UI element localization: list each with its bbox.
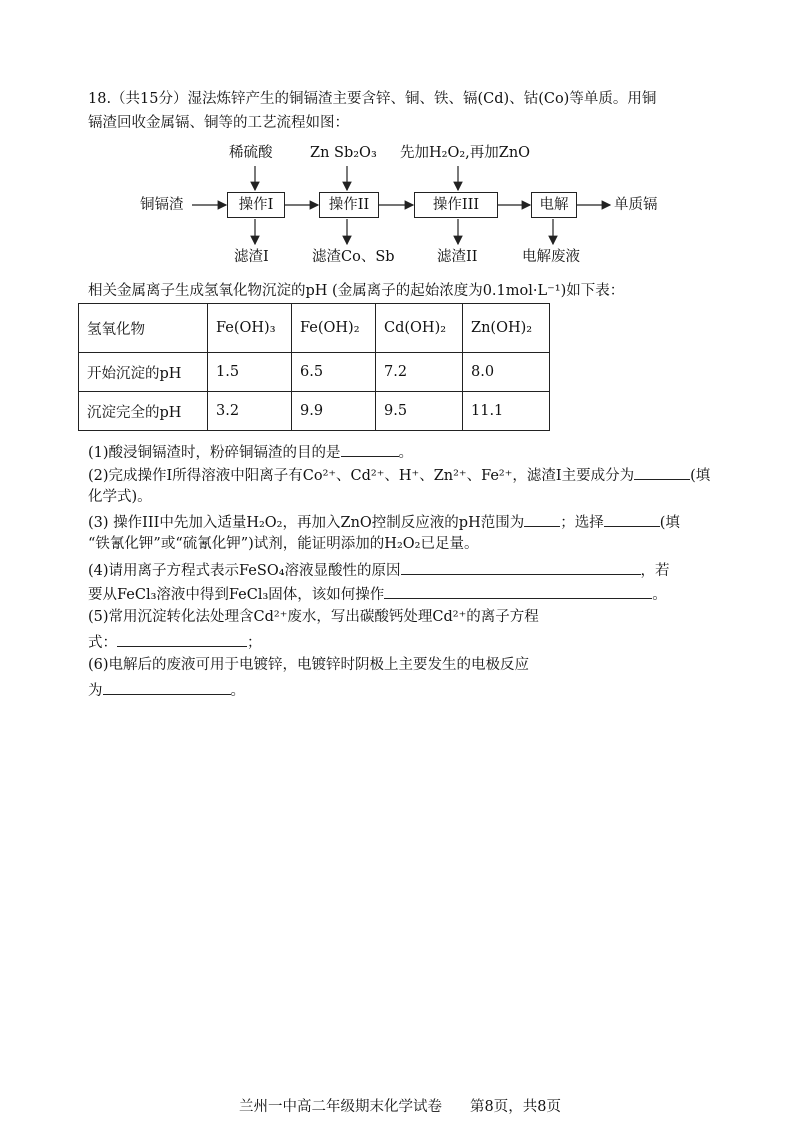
answer-blank[interactable] bbox=[384, 582, 652, 599]
subquestion-5: (5)常用沉淀转化法处理含Cd²⁺废水，写出碳酸钙处理Cd²⁺的离子方程 bbox=[88, 609, 539, 625]
question-intro-line-1: 18.（共15分）湿法炼锌产生的铜镉渣主要含锌、铜、铁、镉(Cd)、钴(Co)等单质。用铜 bbox=[88, 91, 657, 107]
table-caption: 相关金属离子生成氢氧化物沉淀的pH (金属离子的起始浓度为0.1mol·L⁻¹)如下表： bbox=[88, 283, 625, 299]
flow-arrows bbox=[0, 0, 800, 280]
q4b-text: 要从FeCl₃溶液中得到FeCl₃固体，该如何操作 bbox=[88, 587, 385, 603]
answer-blank[interactable] bbox=[117, 630, 247, 647]
flow-reagent-2: Zn Sb₂O₃ bbox=[310, 145, 377, 161]
flow-start-label: 铜镉渣 bbox=[140, 197, 184, 213]
flow-output-1: 滤渣I bbox=[234, 249, 269, 265]
table-cell: 3.2 bbox=[208, 392, 292, 431]
subquestion-6: (6)电解后的废液可用于电镀锌，电镀锌时阴极上主要发生的电极反应 bbox=[88, 657, 530, 673]
q3-tail: (填 bbox=[659, 515, 680, 531]
table-cell: 9.9 bbox=[292, 392, 376, 431]
answer-blank[interactable] bbox=[604, 510, 660, 527]
table-header-row bbox=[79, 304, 550, 353]
table-cell: 沉淀完全的pH bbox=[79, 392, 208, 431]
table-cell: 1.5 bbox=[208, 353, 292, 392]
flow-output-4: 电解废液 bbox=[522, 249, 580, 265]
answer-blank[interactable] bbox=[103, 678, 231, 695]
table-cell: 6.5 bbox=[292, 353, 376, 392]
q4-period: 。 bbox=[652, 587, 667, 603]
table-cell: 开始沉淀的pH bbox=[79, 353, 208, 392]
q1-text: (1)酸浸铜镉渣时，粉碎铜镉渣的目的是 bbox=[88, 445, 341, 461]
flow-output-3: 滤渣II bbox=[437, 249, 478, 265]
subquestion-2 bbox=[88, 463, 710, 487]
process-flow-diagram bbox=[0, 0, 800, 280]
table-cell: 7.2 bbox=[376, 353, 463, 392]
table-header-cell: Cd(OH)₂ bbox=[376, 304, 463, 353]
answer-blank[interactable] bbox=[524, 510, 560, 527]
flow-op-2: 操作II bbox=[319, 192, 379, 218]
q4-tail: ，若 bbox=[640, 563, 670, 579]
q5-continuation bbox=[88, 630, 262, 654]
table-cell: 11.1 bbox=[463, 392, 550, 431]
flow-end-label: 单质镉 bbox=[614, 197, 658, 213]
table-row bbox=[79, 353, 550, 392]
q5b-text: 式： bbox=[88, 635, 117, 651]
flow-op-1: 操作I bbox=[227, 192, 285, 218]
answer-blank[interactable] bbox=[401, 558, 641, 575]
table-cell: 8.0 bbox=[463, 353, 550, 392]
table-header-cell: Fe(OH)₃ bbox=[208, 304, 292, 353]
table-header-cell: Fe(OH)₂ bbox=[292, 304, 376, 353]
answer-blank[interactable] bbox=[634, 463, 690, 480]
q6b-text: 为 bbox=[88, 683, 103, 699]
table-row bbox=[79, 392, 550, 431]
answer-blank[interactable] bbox=[341, 440, 399, 457]
footer-title: 兰州一中高二年级期末化学试卷 bbox=[239, 1099, 443, 1115]
table-header-cell: 氢氧化物 bbox=[79, 304, 208, 353]
flow-reagent-1: 稀硫酸 bbox=[229, 145, 273, 161]
flow-op-4: 电解 bbox=[531, 192, 577, 218]
q6-continuation bbox=[88, 678, 245, 702]
q4-text: (4)请用离子方程式表示FeSO₄溶液显酸性的原因 bbox=[88, 563, 401, 579]
table-header-cell: Zn(OH)₂ bbox=[463, 304, 550, 353]
q1-period: 。 bbox=[398, 445, 414, 461]
table-cell: 9.5 bbox=[376, 392, 463, 431]
subquestion-1 bbox=[88, 440, 413, 464]
q3-continuation: “铁氰化钾”或“硫氰化钾”)试剂，能证明添加的H₂O₂已足量。 bbox=[88, 536, 479, 552]
footer-page-number: 第8页，共8页 bbox=[470, 1099, 561, 1115]
q2-tail: (填 bbox=[690, 468, 711, 484]
subquestion-4 bbox=[88, 558, 670, 582]
q3-text: (3) 操作III中先加入适量H₂O₂，再加入ZnO控制反应液的pH范围为 bbox=[88, 515, 525, 531]
page-footer bbox=[0, 1095, 800, 1116]
subquestion-3 bbox=[88, 510, 680, 534]
q2-text: (2)完成操作I所得溶液中阳离子有Co²⁺、Cd²⁺、H⁺、Zn²⁺、Fe²⁺，滤渣I主要成分为 bbox=[88, 468, 635, 484]
q5-semicolon: ； bbox=[247, 635, 262, 651]
q3-mid: ；选择 bbox=[560, 515, 604, 531]
ph-table bbox=[78, 303, 550, 431]
flow-op-3: 操作III bbox=[414, 192, 498, 218]
flow-output-2: 滤渣Co、Sb bbox=[312, 249, 395, 265]
q6-period: 。 bbox=[230, 683, 245, 699]
q2-continuation: 化学式)。 bbox=[88, 489, 152, 505]
q4-continuation bbox=[88, 582, 667, 606]
flow-reagent-3: 先加H₂O₂,再加ZnO bbox=[400, 145, 531, 161]
question-intro-line-2: 镉渣回收金属镉、铜等的工艺流程如图： bbox=[88, 115, 349, 131]
